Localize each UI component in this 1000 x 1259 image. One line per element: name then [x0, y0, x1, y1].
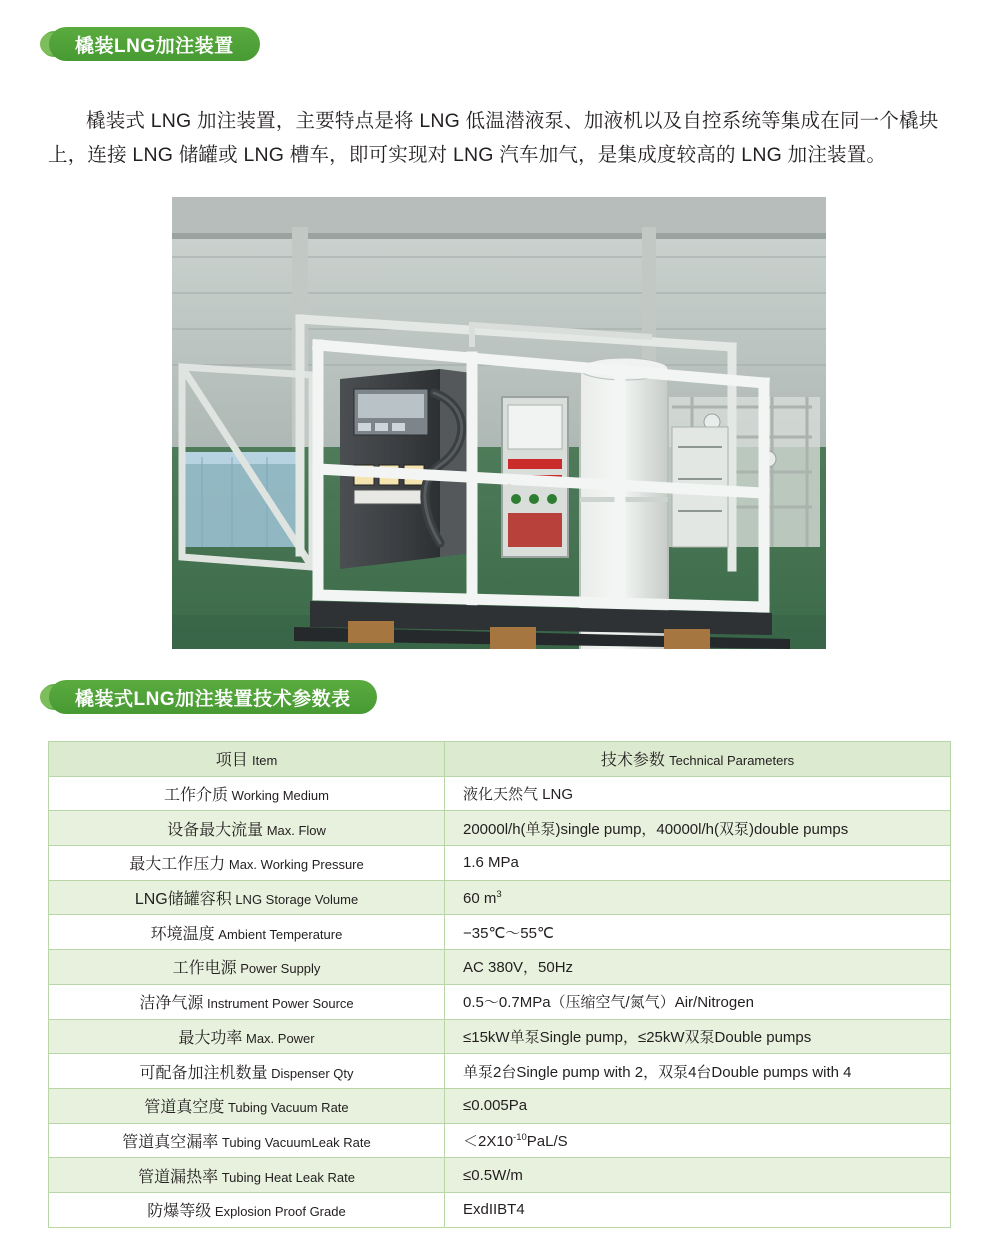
section-heading-1 [49, 27, 260, 61]
table-cell-item [49, 846, 445, 881]
table-cell-value [445, 1088, 951, 1123]
table-cell-value-text: 20000l/h(单泵)single pump，40000l/h(双泵)double pumps [463, 820, 849, 838]
table-cell-item-cn: 环境温度 [150, 925, 215, 943]
table-cell-item [49, 1192, 445, 1227]
table-cell-item-cn: 防爆等级 [147, 1203, 212, 1221]
table-cell-item-cn: 最大工作压力 [129, 856, 226, 874]
table-cell-item-cn: 管道真空漏率 [122, 1133, 219, 1151]
table-header-item-cn: 项目 [215, 752, 248, 770]
table-cell-value [445, 1158, 951, 1193]
technical-parameters-table [48, 741, 951, 1228]
table-cell-value-text: 60 m [463, 889, 497, 907]
section-heading-1-label: 橇装LNG加注装置 [49, 27, 260, 61]
photo-illustration [172, 197, 826, 649]
table-body [49, 776, 951, 1227]
table-cell-value [445, 950, 951, 985]
table-cell-item-en: Ambient Temperature [214, 926, 343, 942]
table-cell-value [445, 880, 951, 915]
table-cell-item-cn: 最大功率 [178, 1029, 243, 1047]
table-cell-item [49, 1088, 445, 1123]
table-cell-item-en: Dispenser Qty [267, 1065, 354, 1081]
table-cell-value [445, 984, 951, 1019]
table-cell-value [445, 776, 951, 811]
table-cell-item-en: LNG Storage Volume [231, 892, 359, 908]
section-heading-2-label: 橇装式LNG加注装置技术参数表 [49, 680, 377, 714]
table-row [49, 846, 951, 881]
table-cell-item [49, 915, 445, 950]
table-cell-value [445, 1192, 951, 1227]
table-cell-item-cn: LNG储罐容积 [134, 891, 232, 909]
table-row [49, 984, 951, 1019]
table-cell-value-text: 0.5～0.7MPa（压缩空气/氮气）Air/Nitrogen [463, 994, 754, 1012]
table-cell-item-cn: 可配备加注机数量 [139, 1064, 268, 1082]
table-row [49, 1158, 951, 1193]
table-row [49, 1019, 951, 1054]
skid-mounted-lng-filling-unit-photo [172, 197, 826, 649]
table-cell-item-en: Tubing Heat Leak Rate [218, 1169, 355, 1185]
table-cell-value-text: ≤0.5W/m [463, 1166, 523, 1184]
table-cell-value [445, 1054, 951, 1089]
table-header-item-en: Item [252, 753, 278, 769]
table-cell-item [49, 1123, 445, 1158]
table-cell-value [445, 811, 951, 846]
table-cell-item-cn: 洁净气源 [139, 995, 204, 1013]
table-cell-item-cn: 管道漏热率 [138, 1168, 219, 1186]
table-cell-value-text: ≤0.005Pa [463, 1097, 528, 1115]
table-header-param-cn: 技术参数 [600, 752, 665, 770]
table-cell-value [445, 1019, 951, 1054]
table-cell-item-cn: 管道真空度 [144, 1099, 225, 1117]
table-header-row [49, 742, 951, 777]
table-cell-item [49, 1054, 445, 1089]
table-cell-item [49, 811, 445, 846]
table-cell-value-tail: PaL/S [526, 1132, 568, 1150]
table-cell-item-cn: 设备最大流量 [167, 821, 264, 839]
table-cell-item-en: Working Medium [228, 788, 329, 804]
table-cell-item-en: Max. Flow [263, 822, 326, 838]
table-row [49, 811, 951, 846]
table-cell-item [49, 950, 445, 985]
table-cell-item [49, 1019, 445, 1054]
table-row [49, 915, 951, 950]
intro-paragraph: 橇装式 LNG 加注装置，主要特点是将 LNG 低温潜液泵、加液机以及自控系统等集成在同一个橇块上，连接 LNG 储罐或 LNG 槽车，即可实现对 LNG 汽车加气，是集成度较高的 LNG 加注装置。 [48, 109, 939, 166]
table-cell-value-superscript: -10 [513, 1131, 527, 1143]
table-header-param [445, 742, 951, 777]
table-row [49, 1123, 951, 1158]
table-cell-value-superscript: 3 [496, 888, 502, 900]
table-header-param-en: Technical Parameters [669, 753, 795, 769]
table-cell-value-text: 液化天然气 LNG [463, 786, 574, 804]
table-row [49, 776, 951, 811]
table-cell-item-en: Tubing Vacuum Rate [224, 1100, 349, 1116]
table-row [49, 1088, 951, 1123]
table-cell-item-en: Max. Power [242, 1030, 315, 1046]
table-row [49, 880, 951, 915]
table-row [49, 1192, 951, 1227]
section-heading-2 [49, 680, 377, 714]
table-cell-item-cn: 工作电源 [172, 960, 237, 978]
table-cell-value-text: ExdIIBT4 [463, 1201, 525, 1219]
table-cell-value-text: ≤15kW单泵Single pump，≤25kW双泵Double pumps [463, 1028, 812, 1046]
table-row [49, 1054, 951, 1089]
table-cell-value-text: ＜2X10 [463, 1132, 514, 1150]
table-cell-item [49, 776, 445, 811]
table-cell-item-en: Tubing VacuumLeak Rate [218, 1134, 371, 1150]
table-cell-value-text: 1.6 MPa [463, 854, 519, 872]
table-row [49, 950, 951, 985]
table-cell-value-text: AC 380V，50Hz [463, 959, 574, 977]
table-cell-item-en: Power Supply [236, 961, 321, 977]
table-header-item [49, 742, 445, 777]
table-cell-item [49, 1158, 445, 1193]
table-cell-value [445, 915, 951, 950]
table-cell-value [445, 846, 951, 881]
table-cell-value-text: −35℃～55℃ [463, 924, 554, 942]
table-cell-item-en: Instrument Power Source [203, 996, 354, 1012]
table-cell-item [49, 984, 445, 1019]
table-cell-item-cn: 工作介质 [164, 787, 229, 805]
table-cell-item [49, 880, 445, 915]
table-cell-value [445, 1123, 951, 1158]
table-cell-value-text: 单泵2台Single pump with 2，双泵4台Double pumps with 4 [463, 1063, 852, 1081]
table-cell-item-en: Max. Working Pressure [225, 857, 364, 873]
table-cell-item-en: Explosion Proof Grade [211, 1204, 346, 1220]
